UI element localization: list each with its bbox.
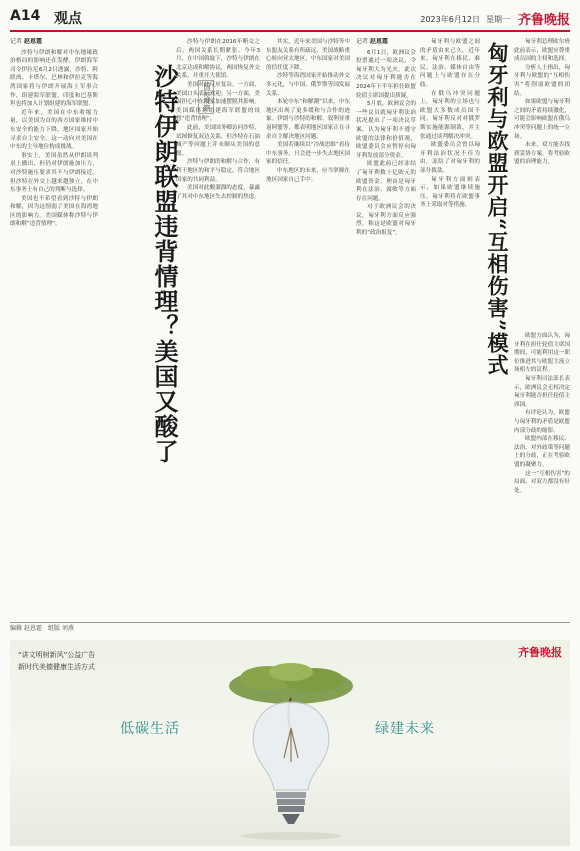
article2-column-3 — [514, 38, 570, 328]
article1-column-2 — [176, 38, 260, 616]
lightbulb-icon — [253, 702, 329, 824]
paragraph: 美国对此酸溜溜的态度，暴露了其对中东地区失去控制的焦虑。 — [176, 185, 260, 200]
paragraph: 对于欧洲议会的决议，匈牙利方面反应强烈，称这是欧盟对匈牙利的“政治报复”。 — [356, 204, 416, 237]
ad-paper-logo: 齐鲁晚报 — [518, 646, 562, 659]
paragraph: 其实，近年来美国与沙特等中东盟友关系有所疏远，美国战略重心转向亚太地区，中东国家对美国的信任度下降。 — [266, 39, 350, 71]
paragraph: 匈牙利总理欧尔班此前表示，欧盟应尊重成员国的主权和选择。 — [514, 39, 570, 63]
article2-column-1 — [356, 38, 416, 616]
paragraph: 匈牙利司法部长表示，欧洲议会无权决定匈牙利能否担任轮值主席国。 — [514, 375, 570, 408]
article1-column-3 — [266, 38, 350, 616]
paragraph: 这一“互相伤害”的局面，对双方都没有好处。 — [514, 470, 570, 494]
paragraph: 事实上，美国虽然从伊朗谈判桌上撤出，但仍对伊朗施加压力，对沙特施压要求其不与伊朗接近。但沙特在外交上越来越独立，在中东事务上有自己的判断与选择。 — [10, 152, 98, 194]
paragraph: 在俄乌冲突问题上，匈牙利的立场也与欧盟大多数成员国不同。匈牙利反对对俄罗斯实施能源制裁，并主张通过谈判解决冲突。 — [420, 90, 480, 140]
paragraph: 沙特等海湾国家开始推动外交多元化，与中国、俄罗斯等国发展关系。 — [266, 73, 350, 97]
paragraph: 匈牙利与欧盟之间的矛盾由来已久。近年来，匈牙利在移民、难民、法治、媒体自由等问题上与欧盟存在分歧。 — [420, 39, 480, 88]
masthead-rule — [10, 30, 570, 32]
paragraph: 分析人士指出，匈牙利与欧盟的“互相伤害”将削弱欧盟的团结。 — [514, 64, 570, 97]
paragraph: 欧盟委员会曾以匈牙利法治状况不佳为由，冻结了对匈牙利的部分拨款。 — [420, 142, 480, 174]
article2-column-2 — [420, 38, 480, 616]
paragraph: 欧盟方面认为，匈牙利在担任轮值主席国期间，可能利用这一职位推进其与欧盟主流立场相左的议程。 — [514, 333, 570, 374]
paragraph: 沙特与伊朗和解对中东地缘政治格局的影响还在发酵，伊朗海军司令伊拉尼6月2日透露，沙特、阿联酋、卡塔尔、巴林和伊拉克等海湾国家将与伊朗开展海上军事合作，组建海军联盟，印度和巴基斯坦也将加入计划组建的海军联盟。 — [10, 49, 98, 108]
byline-label: 记者 — [356, 38, 369, 45]
paragraph: 欧盟此前已经冻结了匈牙利数十亿欧元的欧盟资金，理由是匈牙利在法治、腐败等方面存在问题。 — [356, 161, 416, 202]
paragraph: 此前，美国国务卿访问沙特，试图修复双边关系，但沙特在石油减产等问题上并未顺从美国的意愿。 — [176, 124, 260, 157]
paragraph: 美国对此反应复杂。一方面，美国口头表示欢迎；另一方面，美国担心中东国家加速摆脱其影响。美国媒体称组建海军联盟的设想“违背情理”。 — [176, 81, 260, 123]
paragraph: 如果欧盟与匈牙利之间的矛盾持续激化，可能会影响欧盟在俄乌冲突等问题上的统一立场。 — [514, 99, 570, 140]
ad-title: “讲文明树新风”公益广告 — [18, 651, 96, 659]
paper-logo: 齐鲁晚报 — [517, 13, 570, 28]
lightbulb-tree-illustration — [206, 658, 376, 844]
paragraph: 美国若继续以“冷战思维”看待中东事务，只会进一步失去地区国家的信任。 — [266, 142, 350, 166]
editor-credits: 编辑 赵恩霆 组版 刘燕 — [10, 622, 570, 635]
section-title: 观点 — [54, 11, 82, 27]
masthead — [10, 6, 570, 28]
ad-subtitle: 新时代美德健康生活方式 — [18, 663, 95, 671]
paragraph: 沙特与伊朗的和解与合作，有利于地区的和平与稳定，符合地区国家的共同利益。 — [176, 159, 260, 183]
ground-shadow — [241, 832, 341, 840]
paragraph: 沙特与伊朗在2016年断交之后，两国关系长期紧张。今年3月，在中国斡旋下，沙特与伊朗在北京达成和解协议，两国恢复外交关系，并重开大使馆。 — [176, 39, 260, 80]
paragraph: 本轮中东“和解潮”以来，中东地区出现了更多缓和与合作的迹象。伊朗与沙特的和解、叙利亚重返阿盟等，都表明地区国家正在寻求自主解决地区问题。 — [266, 99, 350, 140]
paragraph: 美国也不希望看到沙特与伊朗和解，因为这削弱了美国在海湾地区的影响力。美国媒体称沙特与伊朗和解“违背情理”。 — [10, 195, 98, 228]
paragraph: 5月底，欧洲议会的一些议员就匈牙利法治状况提出了一项决议草案，认为匈牙利不遵守欧盟的法律和价值观，欧盟委员会应暂停向匈牙利发放部分资金。 — [356, 101, 416, 159]
paragraph: 中东地区的未来，应当掌握在地区国家自己手中。 — [266, 167, 350, 183]
paragraph: 欧盟内部在移民、法治、对外政策等问题上的分歧，正在考验欧盟的凝聚力。 — [514, 436, 570, 468]
page-number: A14 — [10, 8, 41, 24]
ad-slogan-left: 低碳生活 — [120, 721, 180, 737]
article2-column-4 — [514, 332, 570, 616]
article1-tag: 国际观察 — [198, 80, 214, 114]
issue-weekday: 星期一 — [486, 15, 510, 24]
public-service-ad — [10, 640, 570, 846]
paragraph: 未来，双方能否找到妥协方案，将考验欧盟的治理能力。 — [514, 142, 570, 166]
paragraph: 6月1日，欧洲议会投票通过一项决议，令匈牙利大为光火。此次决议对匈牙利能否在2024年下半年担任欧盟轮值主席国提出质疑。 — [356, 49, 416, 99]
issue-date: 2023年6月12日 — [420, 15, 480, 24]
paragraph: 近年来，美国在中东收缩力量，以美国为首的西方国家维持中东安全的能力下降，地区国家开始寻求自主安全。这一动向对美国在中东的主导地位构成挑战。 — [10, 109, 98, 151]
article1-column-1 — [10, 38, 98, 616]
byline-author: 赵恩霆 — [23, 38, 42, 45]
ad-header — [18, 646, 198, 676]
paragraph: 有评论认为，欧盟与匈牙利的矛盾是欧盟内部分歧的缩影。 — [514, 410, 570, 434]
paragraph: 匈牙利方面则表示，如果欧盟继续施压，匈牙利将在欧盟事务上采取对等措施。 — [420, 176, 480, 209]
article2-byline — [356, 38, 416, 47]
article1-byline — [10, 38, 98, 47]
article2-headline: 匈牙利与欧盟开启“互相伤害”模式 — [485, 42, 510, 377]
tree-canopy — [229, 663, 353, 704]
article1-headline: 沙特伊朗联盟违背情理？美国又酸了 — [150, 64, 179, 464]
byline-author: 赵恩霆 — [369, 38, 388, 45]
byline-label: 记者 — [10, 38, 23, 45]
ad-slogan-right: 绿建未来 — [375, 721, 435, 737]
